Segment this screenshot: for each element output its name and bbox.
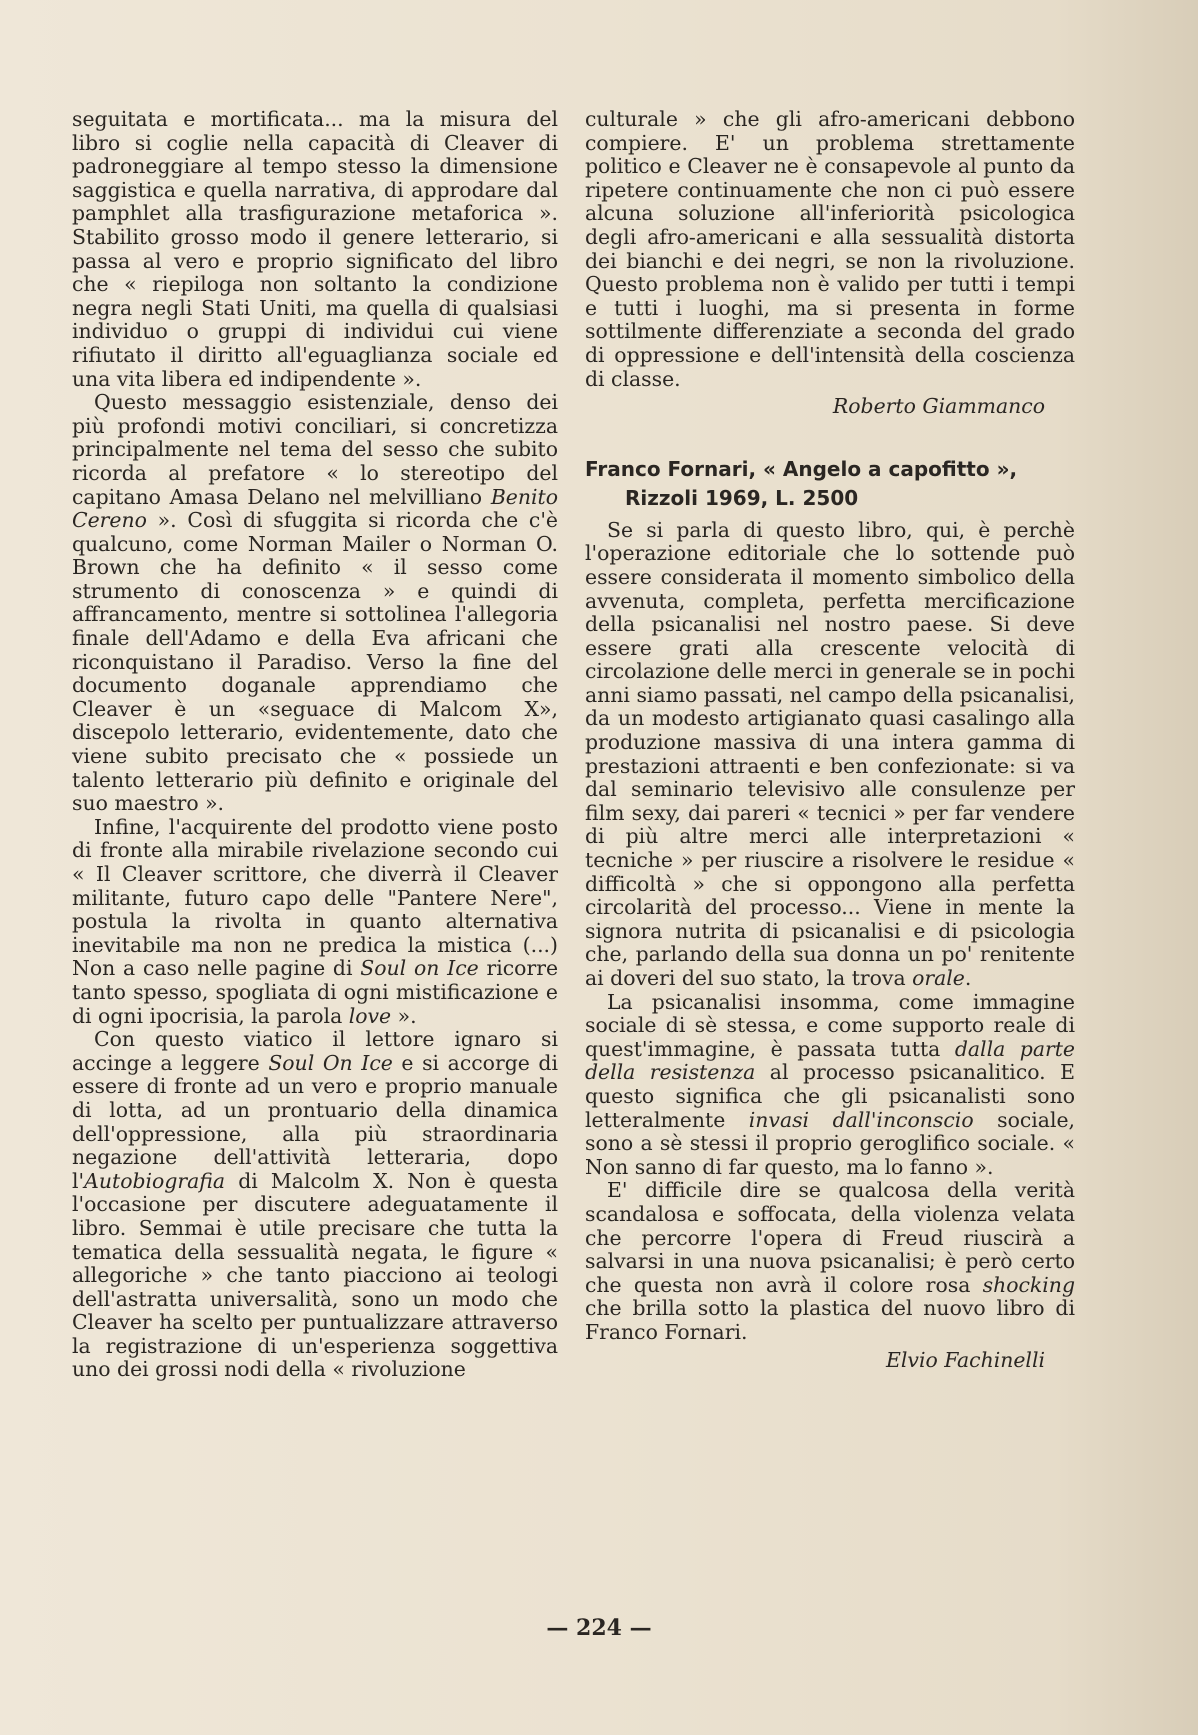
text-run: al processo psicanalitico. E questo significa che gli psicanalisti sono letteralmente	[585, 1060, 1075, 1132]
left-column	[72, 108, 558, 1382]
right-column	[585, 108, 1075, 1372]
italic-word: love	[348, 1003, 392, 1028]
text-run: di Malcolm X. Non è questa l'occasione per discutere adeguatamente il libro. Semmai è utile precisare che tutta la tematica della sessualità negata, le figure « allegoriche » che tanto piacciono ai teologi dell'astratta universalità, sono un modo che Cleaver ha scelto per puntualizzare attraverso la registrazione di un'esperienza soggettiva uno dei grossi nodi della « rivoluzione	[72, 1168, 558, 1382]
paragraph: seguitata e mortificata... ma la misura del libro si coglie nella capacità di Cleaver di padroneggiare al tempo stesso la dimensione saggistica e quella narrativa, di approdare dal pamphlet alla trasfigurazione metaforica ». Stabilito grosso modo il genere letterario, si passa al vero e proprio significato del libro che « riepiloga non soltanto la condizione negra negli Stati Uniti, ma quella di qualsiasi individuo o gruppi di individui cui viene rifiutato il diritto all'eguaglianza sociale ed una vita libera ed indipendente ».	[72, 107, 558, 391]
text-run: sociale, sono a sè stessi il proprio geroglifico sociale. « Non sanno di far questo, ma lo fanno ».	[585, 1107, 1076, 1179]
paragraph	[72, 1028, 558, 1382]
italic-title: Benito Cereno	[72, 484, 558, 533]
paragraph	[585, 991, 1075, 1180]
text-run: che brilla sotto la plastica del nuovo libro di Franco Fornari.	[585, 1296, 1075, 1344]
text-run: Con questo viatico il lettore ignaro si accinge a leggere	[72, 1027, 558, 1075]
paragraph	[72, 816, 558, 1028]
author-signature: Roberto Giammanco	[832, 394, 1045, 419]
page-number: — 224 —	[546, 1615, 652, 1641]
text-run: Questo messaggio esistenziale, denso dei più profondi motivi conciliari, si concretizza principalmente nel tema del sesso che subito ricorda al prefatore « lo stereotipo del capitano Amasa Delano nel melvilliano	[72, 390, 558, 509]
italic-title: Autobiografia	[84, 1168, 226, 1193]
paragraph	[72, 391, 558, 816]
paragraph: culturale » che gli afro-americani debbono compiere. E' un problema strettamente politico e Cleaver ne è consapevole al punto da ripetere continuamente che non ci può essere alcuna soluzione all'inferiorità psicologica degli afro-americani e alla sessualità distorta dei bianchi e dei negri, se non la rivoluzione. Questo problema non è valido per tutti i tempi e tutti i luoghi, ma si presenta in forme sottilmente differenziate a seconda del grado di oppressione e dell'intensità della coscienza di classe.	[585, 107, 1075, 391]
italic-phrase: invasi dall'inconscio	[748, 1107, 974, 1132]
text-run: Infine, l'acquirente del prodotto viene posto di fronte alla mirabile rivelazione secondo cui « Il Cleaver scrittore, che diverrà il Cleaver militante, futuro capo delle "Pantere Nere", postula la rivolta in quanto alternativa inevitabile ma non ne predica la mistica (...) Non a caso nelle pagine di	[72, 814, 558, 981]
italic-phrase: dalla parte della resistenza	[585, 1036, 1076, 1085]
paragraph	[585, 519, 1075, 991]
text-run: ». Così di sfuggita si ricorda che c'è qualcuno, come Norman Mailer o Norman O. Brown che ha definito « il sesso come strumento di conoscenza » e quindi di affrancamento, mentre si sottolinea l'allegoria finale dell'Adamo e della Eva africani che riconquistano il Paradiso. Verso la fine del documento doganale apprendiamo che Cleaver è un «seguace di Malcom X», discepolo letterario, evidentemente, dato che viene subito precisato che « possiede un talento letterario più definito e originale del suo maestro ».	[72, 508, 558, 816]
heading-line: Franco Fornari, « Angelo a capofitto »,	[585, 456, 1018, 481]
text-run: La psicanalisi insomma, come immagine sociale di sè stessa, e come supporto reale di quest'immagine, è passata tutta	[585, 989, 1075, 1061]
heading-line: Rizzoli 1969, L. 2500	[625, 485, 859, 510]
text-run: ricorre tanto spesso, spogliata di ogni mistificazione e di ogni ipocrisia, la parola	[72, 956, 559, 1028]
italic-word: shocking	[982, 1272, 1075, 1297]
text-run: ».	[391, 1003, 417, 1028]
text-run: e si accorge di essere di fronte ad un vero e proprio manuale di lotta, ad un prontuario della dinamica dell'oppressione, alla più straordinaria negazione dell'attività letteraria, dopo l'	[72, 1050, 558, 1193]
author-signature: Elvio Fachinelli	[886, 1347, 1045, 1372]
italic-title: Soul on Ice	[360, 956, 479, 981]
text-run: E' difficile dire se qualcosa della verità scandalosa e soffocata, della violenza velata che percorre l'opera di Freud riuscirà a salvarsi in una nuova psicanalisi; è però certo che questa non avrà il colore rosa	[585, 1178, 1075, 1297]
text-run: Se si parla di questo libro, qui, è perchè l'operazione editoriale che lo sottende può essere considerata il momento simbolico della avvenuta, completa, perfetta mercificazione della psicanalisi nel nostro paese. Si deve essere grati alla crescente velocità di circolazione delle merci in generale se in pochi anni siamo passati, nel campo della psicanalisi, da un modesto artigianato quasi casalingo alla produzione massiva di una intera gamma di prestazioni attraenti e ben confezionate: si va dal seminario televisivo alle consulenze per film sexy, dai pareri « tecnici » per far vendere di più altre merci alle interpretazioni « tecniche » per riuscire a risolvere le residue « difficoltà » che si oppongono alla perfetta circolarità del processo... Viene in mente la signora nutrita di psicanalisi e di psicologia che, parlando della sua donna un po' renitente ai doveri del suo stato, la trova	[585, 517, 1075, 990]
paragraph	[585, 1179, 1075, 1344]
italic-word: orale	[912, 966, 965, 990]
italic-title: Soul On Ice	[268, 1050, 393, 1075]
review-heading	[585, 455, 1075, 513]
text-run: .	[964, 966, 972, 990]
